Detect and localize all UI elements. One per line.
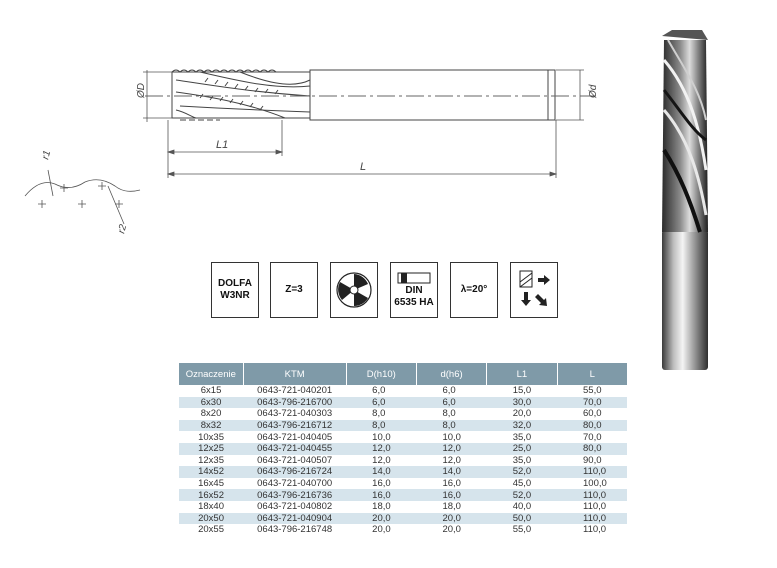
product-table <box>179 363 627 536</box>
table-row <box>179 397 627 409</box>
cell-d: 12,0 <box>442 454 461 466</box>
label-d: Ød <box>588 84 599 98</box>
cell-D: 16,0 <box>346 489 416 501</box>
cell-ktm: 0643-721-040405 <box>257 431 333 443</box>
teeth-count-box <box>270 262 318 318</box>
cell-L1: 15,0 <box>512 385 532 397</box>
cell-D: 6,0 <box>372 385 386 397</box>
cell-ktm: 0643-721-040700 <box>257 478 333 490</box>
cell-D: 12,0 <box>372 454 391 466</box>
cell-ktm: 0643-721-040507 <box>257 454 333 466</box>
material-line1: DOLFA <box>218 278 252 289</box>
cell-ktm: 0643-796-216700 <box>243 397 346 409</box>
helix-angle: λ=20° <box>460 284 488 295</box>
table-row <box>179 524 627 536</box>
label-L: L <box>360 161 367 173</box>
header-L: L <box>557 363 627 385</box>
header-D: D(h10) <box>346 363 416 385</box>
cell-ktm: 0643-796-216736 <box>243 489 346 501</box>
cell-designation: 18x40 <box>198 501 224 513</box>
cell-d: 10,0 <box>442 431 461 443</box>
cell-designation: 6x30 <box>179 397 243 409</box>
material-icon-box <box>211 262 259 318</box>
cell-designation: 16x52 <box>179 489 243 501</box>
table-row <box>179 431 627 443</box>
cell-designation: 8x32 <box>179 420 243 432</box>
header-d: d(h6) <box>416 363 486 385</box>
cell-L1: 50,0 <box>487 513 557 525</box>
cell-d: 12,0 <box>416 443 486 455</box>
header-L1: L1 <box>487 363 557 385</box>
cell-L1: 30,0 <box>487 397 557 409</box>
cell-L1: 25,0 <box>487 443 557 455</box>
cell-L: 80,0 <box>557 420 627 432</box>
table-row <box>179 489 627 501</box>
cell-L: 110,0 <box>557 513 627 525</box>
cross-section-icon <box>334 270 374 310</box>
end-mill-photo <box>662 30 708 370</box>
cell-d: 16,0 <box>416 489 486 501</box>
tool-side-view <box>145 70 595 120</box>
material-line2: W3NR <box>220 290 250 301</box>
table-row <box>179 420 627 432</box>
header-oznaczenie: Oznaczenie <box>179 363 243 385</box>
cell-d: 16,0 <box>442 478 461 490</box>
table-row <box>179 385 627 397</box>
cell-d: 14,0 <box>416 466 486 478</box>
cell-L1: 35,0 <box>512 431 532 443</box>
cell-d: 20,0 <box>442 524 461 536</box>
cell-L1: 55,0 <box>512 524 532 536</box>
din-line2: 6535 HA <box>394 297 434 308</box>
cell-D: 10,0 <box>372 431 391 443</box>
label-L1: L1 <box>216 139 229 151</box>
cell-ktm: 0643-796-216748 <box>257 524 333 536</box>
cell-L1: 52,0 <box>487 489 557 501</box>
cell-D: 20,0 <box>346 513 416 525</box>
cell-L1: 45,0 <box>512 478 532 490</box>
table-header-row <box>179 363 627 385</box>
cell-L1: 32,0 <box>487 420 557 432</box>
cell-designation: 14x52 <box>179 466 243 478</box>
cell-designation: 16x45 <box>198 478 224 490</box>
cell-L: 110,0 <box>583 501 607 513</box>
cell-L1: 35,0 <box>512 454 532 466</box>
machining-direction-icon <box>510 262 558 318</box>
cell-d: 8,0 <box>416 420 486 432</box>
label-r1: r1 <box>40 149 54 161</box>
cell-designation: 20x55 <box>198 524 224 536</box>
cell-L: 110,0 <box>557 466 627 478</box>
cell-L: 70,0 <box>583 431 602 443</box>
cell-designation: 8x20 <box>200 408 222 420</box>
cell-L: 80,0 <box>557 443 627 455</box>
cell-designation: 6x15 <box>200 385 222 397</box>
cell-ktm: 0643-721-040303 <box>257 408 333 420</box>
table-row <box>179 455 627 467</box>
table-row <box>179 408 627 420</box>
cell-D: 16,0 <box>372 478 391 490</box>
cell-d: 8,0 <box>442 408 456 420</box>
profile-detail <box>25 170 140 224</box>
cell-D: 18,0 <box>372 501 391 513</box>
cell-ktm: 0643-721-040802 <box>257 501 333 513</box>
table-row <box>179 513 627 525</box>
machining-direction-icon <box>514 268 554 312</box>
cell-D: 14,0 <box>346 466 416 478</box>
cell-D: 6,0 <box>346 397 416 409</box>
cell-d: 6,0 <box>416 397 486 409</box>
cell-L: 70,0 <box>557 397 627 409</box>
shank-icon <box>397 271 431 285</box>
cell-D: 20,0 <box>372 524 391 536</box>
cell-ktm: 0643-796-216724 <box>243 466 346 478</box>
helix-angle-box <box>450 262 498 318</box>
cell-d: 18,0 <box>442 501 461 513</box>
cell-designation: 10x35 <box>198 431 224 443</box>
cell-d: 20,0 <box>416 513 486 525</box>
table-row <box>179 466 627 478</box>
teeth-count: Z=3 <box>285 284 303 295</box>
cell-designation: 20x50 <box>179 513 243 525</box>
cell-ktm: 0643-721-040201 <box>257 385 333 397</box>
header-ktm: KTM <box>243 363 346 385</box>
cross-section-icon <box>330 262 378 318</box>
cell-ktm: 0643-796-216712 <box>243 420 346 432</box>
table-row <box>179 443 627 455</box>
cell-L1: 52,0 <box>487 466 557 478</box>
cell-ktm: 0643-721-040455 <box>243 443 346 455</box>
cell-L: 55,0 <box>583 385 602 397</box>
cell-d: 6,0 <box>442 385 456 397</box>
cell-designation: 12x35 <box>198 454 224 466</box>
cell-L: 60,0 <box>583 408 602 420</box>
din-line1: DIN <box>405 285 423 296</box>
cell-D: 12,0 <box>346 443 416 455</box>
table-row <box>179 501 627 513</box>
cell-D: 8,0 <box>346 420 416 432</box>
cell-L: 110,0 <box>583 524 607 536</box>
table-row <box>179 478 627 490</box>
cell-L1: 40,0 <box>512 501 532 513</box>
cell-L1: 20,0 <box>512 408 532 420</box>
cell-L: 100,0 <box>583 478 607 490</box>
din-standard-box <box>390 262 438 318</box>
cell-designation: 12x25 <box>179 443 243 455</box>
label-D: ØD <box>136 83 147 98</box>
label-r2: r2 <box>116 223 130 235</box>
cell-D: 8,0 <box>372 408 386 420</box>
cell-L: 110,0 <box>557 489 627 501</box>
cell-ktm: 0643-721-040904 <box>243 513 346 525</box>
cell-L: 90,0 <box>583 454 602 466</box>
